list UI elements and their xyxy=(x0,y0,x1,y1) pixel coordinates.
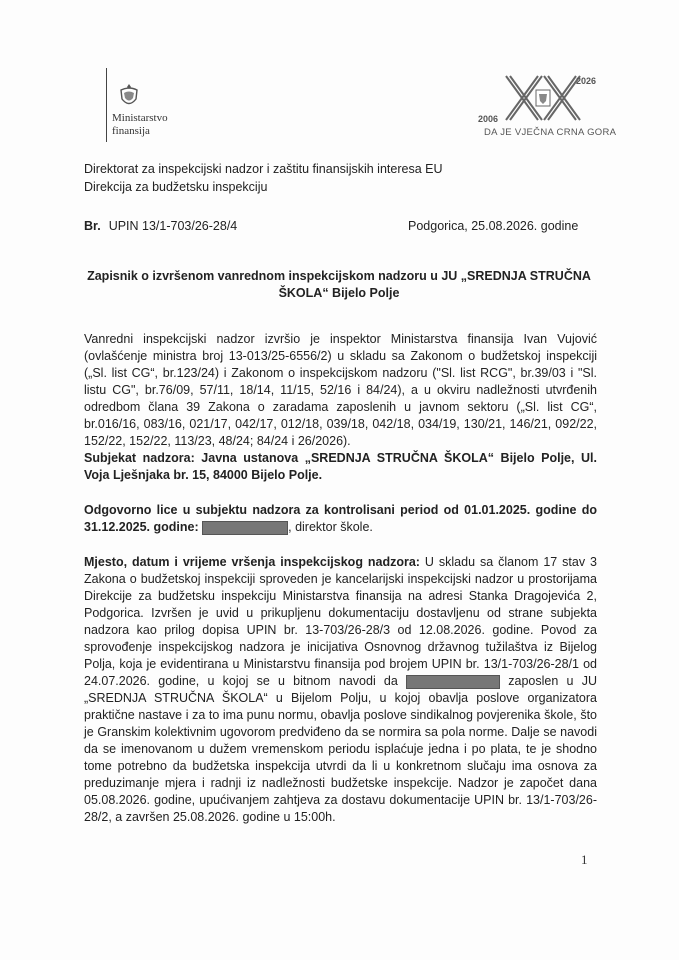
jubilee-year-start: 2006 xyxy=(478,114,499,124)
reference-value: UPIN 13/1-703/26-28/4 xyxy=(108,219,238,233)
ministry-name-line2: finansija xyxy=(112,125,150,137)
ministry-name xyxy=(112,112,168,138)
document-title xyxy=(84,268,594,302)
place-date: Podgorica, 25.08.2026. godine xyxy=(408,219,579,233)
jubilee-year-end: 2026 xyxy=(576,76,597,86)
department-block xyxy=(84,160,442,196)
header-divider xyxy=(106,68,107,142)
responsible-tail: , direktor škole. xyxy=(288,520,373,534)
paragraph-inspection xyxy=(84,554,597,826)
paragraph-intro: Vanredni inspekcijski nadzor izvršio je inspektor Ministarstva finansija Ivan Vujović (ovlašćenje ministra broj 13-013/25-6556/2) u skladu sa Zakonom o budžetskoj inspekciji („Sl. list CG“, br.123/24) i Zakonom o inspekcijskom nadzoru ("Sl. list RCG", br.39/03 i "Sl. listu CG", br.76/09, 57/11, 18/14, 11/15, 52/16 i 84/24), a u okviru nadležnosti utvrđenih odredbom člana 39 Zakona o zaradama zaposlenih u javnom sektoru („Sl. list CG“, br.016/16, 083/16, 021/17, 042/17, 012/18, 039/18, 042/18, 034/19, 130/21, 146/21, 092/22, 152/22, 152/22, 113/23, 48/24; 84/24 i 26/2026). xyxy=(84,332,597,448)
paragraph-subject: Subjekat nadzora: Javna ustanova „SREDNJA STRUČNA ŠKOLA“ Bijelo Polje, Ul. Voja Lješnjaka br. 15, 84000 Bijelo Polje. xyxy=(84,451,597,482)
page-number: 1 xyxy=(581,852,588,867)
jubilee-slogan: DA JE VJEČNA CRNA GORA xyxy=(484,127,617,138)
inspection-part2: zaposlen u JU „SREDNJA STRUČNA ŠKOLA“ u Bijelom Polju, u kojoj obavlja poslove organizatora praktične nastave i za to ima punu normu, obavlja poslove sindikalnog povjerenika škole, što je Granskim kolektivnim ugovorom predviđeno da se normira sa pola norme. Dalje se navodi da se imenovanom u dužem vremenskom periodu isplaćuje jedna i po plata, te je shodno tome potrebno da budžetska inspekcija utvrdi da li u konkretnom slučaju ima osnova za preduzimanje mjera i radnji iz nadležnosti budžetske inspekcije. Nadzor je započet dana 05.08.2026. godine, upućivanjem zahtjeva za dostavu dokumentacije UPIN br. 13/1-703/26-28/2, a završen 25.08.2026. godine u 15:00h. xyxy=(84,674,597,824)
inspection-heading: Mjesto, datum i vrijeme vršenja inspekcijskog nadzora: xyxy=(84,555,420,569)
title-line1: Zapisnik o izvršenom vanrednom inspekcijskom nadzoru u JU „SREDNJA STRUČNA xyxy=(87,269,591,283)
coat-of-arms-icon xyxy=(118,82,140,110)
directorate-line: Direktorat za inspekcijski nadzor i zaštitu finansijskih interesa EU xyxy=(84,162,443,176)
redacted-name-2 xyxy=(406,675,500,689)
redacted-name xyxy=(202,521,288,535)
reference-number xyxy=(84,219,237,233)
responsible-lead: Odgovorno lice u subjektu nadzora za kontrolisani period od 01.01.2025. godine do 31.12.2025. godine: xyxy=(84,503,597,534)
title-line2: ŠKOLA“ Bijelo Polje xyxy=(278,286,400,300)
inspection-part1: U skladu sa članom 17 stav 3 Zakona o budžetskoj inspekciji sproveden je kancelarijski inspekcijski nadzor u prostorijama Direkcije za budžetsku inspekciju Ministarstva finansija na adresi Stanka Dragojevića 2, Podgorica. Izvršen je uvid u prikupljenu dokumentaciju dostavljenu od strane subjekta nadzora kao prilog dopisa UPIN br. 13-703/26-28/3 od 12.08.2026. godine. Povod za sprovođenje inspekcijskog nadzora je inicijativa Osnovnog državnog tužilaštva iz Bijelog Polja, koja je evidentirana u Ministarstvu finansija pod brojem UPIN br. 13/1-703/26-28/1 od 24.07.2026. godine, u kojoj se u bitnom navodi da xyxy=(84,555,597,688)
directorate-sub-line: Direkcija za budžetsku inspekciju xyxy=(84,180,268,194)
paragraph-responsible xyxy=(84,502,597,536)
reference-label: Br. xyxy=(84,219,101,233)
ministry-name-line1: Ministarstvo xyxy=(112,112,168,124)
